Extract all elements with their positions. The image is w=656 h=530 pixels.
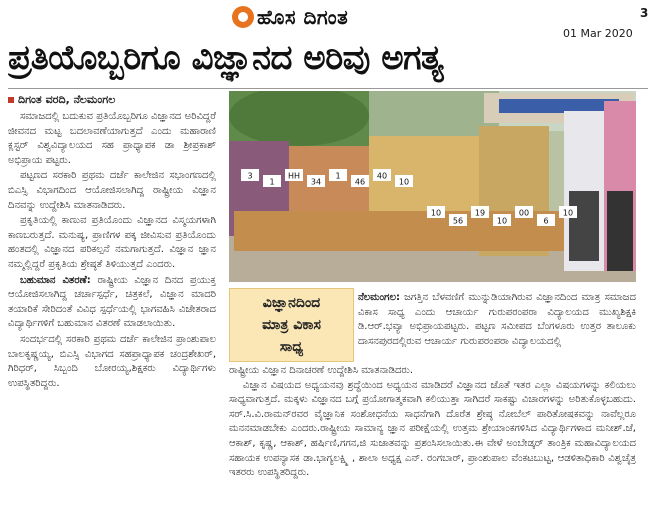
paragraph: ವಿಜ್ಞಾನ ವಿಷಯದ ಅಧ್ಯಯನವು ಶ್ರದ್ಧೆಯಿಂದ ಅಧ್ಯಯನ ಮಾಡಿದರೆ ವಿಜ್ಞಾನದ ಜೊತೆ ಇತರ ಎಲ್ಲಾ ವಿಷಯಗಳನ್ನು ಕಲಿಯಲು ಸಾಧ್ಯವಾಗುತ್ತದೆ. ಮಕ್ಕಳು ವಿಜ್ಞಾನದ ಬಗ್ಗೆ ಪ್ರಯೋಗಾತ್ಮಕವಾಗಿ ಕಲಿಯುತ್ತಾ ಸಾಗಿದರೆ ಸಾಕಷ್ಟು ವಿಚಾರಗಳನ್ನು ಅರಿತುಕೊಳ್ಳಬಹುದು. ಸರ್.ಸಿ.ವಿ.ರಾಮನ್‌ರವರ ವೈಜ್ಞಾನಿಕ ಸಂಶೋಧನೆಯ ಸಾಧನೆಗಾಗಿ ದೊರೆತ ಶ್ರೇಷ್ಠ ನೋಬೆಲ್ ಪಾರಿತೋಷಕವನ್ನು ನಾವೆಲ್ಲರೂ ಮನನಮಾಡಬೇಕು ಎಂದರು.ರಾಷ್ಟ್ರೀಯ ಸಾಮಾನ್ಯ ಜ್ಞಾನ ಪರೀಕ್ಷೆಯಲ್ಲಿ ಉತ್ತಮ ಶ್ರೇಯಾಂಕಗಳಿಸಿದ ವಿದ್ಯಾರ್ಥಿಗಳಾದ ಮನೀಶ್.ಜೆ, ಆಕಾಶ್, ಕೃಷ್ಣ, ಆಕಾಶ್, ಹರ್ಷಿಣಿ,ಗಗನ,ಜಿ ಸುಜಾತವನ್ನು ಪ್ರಶಂಸಿಸಲಾಯಿತು.ಈ ವೇಳೆ ಅಂಬೇಡ್ಕರ್ ತಾಂತ್ರಿಕ ಮಹಾವಿದ್ಯಾಲಯದ ಸಹಾಯಕ ಉಪನ್ಯಾಸಕ ಡಾ.ಭಾಗ್ಯಲಕ್ಷ್ಮಿ , ಶಾಲಾ ಅಧ್ಯಕ್ಷ ಎನ್. ರಂಗಬಾರ್, ಪ್ರಾಂಶುಪಾಲ ವೆಂಕಟಬುಟ್ಟ, ಆಡಳಿತಾಧಿಕಾರಿ ವಿಶ್ವಚೈತ್ರ ಇತರರು ಉಪಸ್ಥಿತರಿದ್ದರು. [229, 379, 636, 479]
logo-text: ಹೊಸ ದಿಗಂತ [257, 5, 349, 29]
pull-quote-box [229, 288, 354, 362]
sun-logo-icon [232, 6, 254, 28]
pull-quote-line: ವಿಜ್ಞಾನದಿಂದ [262, 295, 321, 311]
svg-text:10: 10 [496, 216, 508, 226]
right-article-column-bottom [229, 364, 636, 526]
bullet-icon [8, 97, 14, 103]
byline [8, 93, 115, 107]
svg-text:1: 1 [269, 177, 275, 187]
placard [493, 214, 511, 226]
pull-quote-line: ಮಾತ್ರ ವಿಕಾಸ [262, 317, 321, 333]
svg-text:40: 40 [376, 171, 388, 181]
placard [351, 175, 369, 187]
byline-text: ದಿಗಂತ ವರದಿ, ನೆಲಮಂಗಲ [18, 93, 116, 106]
svg-text:3: 3 [247, 171, 253, 181]
placard [307, 175, 325, 187]
paragraph: ಪ್ರಕೃತಿಯಲ್ಲಿ ಕಾಣುವ ಪ್ರತಿಯೊಂದು ವಿಜ್ಞಾನದ ವಿಸ್ಮಯಗಳಾಗಿ ಕಾಣಬರುತ್ತದೆ. ಮನುಷ್ಯ, ಪ್ರಾಣಿಗಳ ಪಕ್ಕ ಜೀವಿಸುವ ಪ್ರತಿಯೊಂದು ಹಂತದಲ್ಲಿ ವಿಜ್ಞಾನದ ಪರಿಕಲ್ಪನೆ ನಮಗಾಗುತ್ತದೆ. ವಿಜ್ಞಾನ ಜ್ಞಾನ ನಮ್ಮಲ್ಲಿದ್ದರೆ ಪ್ರಕೃತಿಯ ಶ್ರೇಷ್ಠತೆ ತಿಳಿಯುತ್ತದೆ ಎಂದರು. [8, 215, 216, 270]
newspaper-logo [232, 4, 348, 30]
placard [263, 175, 281, 187]
dateline: ನೆಲಮಂಗಲ: [358, 292, 400, 303]
paragraph-text: ರಾಷ್ಟ್ರೀಯ ವಿಜ್ಞಾನ ದಿನದ ಪ್ರಯುಕ್ತ ಆಯೋಜಿಸಲಾಗಿದ್ದ ಚರ್ಚಾಸ್ಪರ್ಧೆ, ಚಿತ್ರಕಲೆ, ವಿಜ್ಞಾನ ಮಾದರಿ ತಯಾರಿಕೆ ಸೇರಿದಂತೆ ವಿವಿಧ ಸ್ಪರ್ಧೆಯಲ್ಲಿ ಭಾಗವಹಿಸಿ ವಿಜೇತರಾದ ವಿದ್ಯಾರ್ಥಿಗಳಿಗೆ ಬಹುಮಾನ ವಿತರಣೆ ಮಾಡಲಾಯಿತು. [8, 274, 216, 330]
masthead [0, 0, 656, 40]
placard [427, 206, 445, 218]
svg-text:10: 10 [398, 177, 410, 187]
svg-text:00: 00 [518, 208, 530, 218]
svg-text:HH: HH [287, 171, 301, 181]
paragraph: ಸಂದರ್ಭದಲ್ಲಿ ಸರಕಾರಿ ಪ್ರಥಮ ದರ್ಜೆ ಕಾಲೇಜಿನ ಪ್ರಾಂಶುಪಾಲ ಬಾಲಕೃಷ್ಣಯ್ಯ, ಬಿಎಸ್ಸಿ ವಿಭಾಗದ ಸಹಪ್ರಾಧ್ಯಾಪಕ ಚಂದ್ರಶೇಖರ್, ಗಿರಿಧರ್, ಸಿಬ್ಬಂದಿ ಬೋರಯ್ಯ,ಶಿಕ್ಷಕರು ವಿದ್ಯಾರ್ಥಿಗಳು ಉಪಸ್ಥಿತರಿದ್ದರು. [8, 333, 216, 389]
page-number: 3 [640, 6, 649, 20]
placard [373, 169, 391, 181]
svg-text:10: 10 [562, 208, 574, 218]
placard [559, 206, 577, 218]
students-photo-graphic [229, 91, 636, 282]
right-article-column-top [358, 291, 636, 361]
svg-text:1: 1 [335, 171, 341, 181]
pull-quote-line: ಸಾಧ್ಯ [279, 339, 304, 355]
svg-text:19: 19 [474, 208, 486, 218]
subheading: ಬಹುಮಾನ ವಿತರಣೆ: [20, 274, 91, 286]
left-article-column [8, 110, 216, 525]
placard [285, 169, 303, 181]
placard [241, 169, 259, 181]
paragraph [358, 291, 636, 349]
placard [395, 175, 413, 187]
paragraph [8, 274, 216, 332]
headline: ಪ್ರತಿಯೊಬ್ಬರಿಗೂ ವಿಜ್ಞಾನದ ಅರಿವು ಅಗತ್ಯ [8, 38, 444, 78]
paragraph: ರಾಷ್ಟ್ರೀಯ ವಿಜ್ಞಾನ ದಿನಾಚರಣೆ ಉದ್ದೇಶಿಸಿ ಮಾತನಾಡಿದರು. [229, 365, 414, 376]
divider [8, 88, 648, 89]
issue-date: 01 Mar 2020 [563, 27, 633, 40]
paragraph-text: ಜಗತ್ತಿನ ಬೆಳವಣಿಗೆ ಮುನ್ನುಡಿಯಾಗಿರುವ ವಿಜ್ಞಾನದಿಂದ ಮಾತ್ರ ಸಮಾಜದ ವಿಕಾಸ ಸಾಧ್ಯ ಎಂದು ಆಚಾರ್ಯ ಗುರುಪರಂಪರಾ ವಿದ್ಯಾಲಯದ ಮುಖ್ಯಶಿಕ್ಷಕಿ ಡಿ.ಆರ್.ಭವ್ಯಾ ಅಭಿಪ್ರಾಯಪಟ್ಟರು. ಪಟ್ಟಣ ಸಮೀಪದ ಬೆಂಗಳೂರು ಉತ್ತರ ತಾಲೂಕು ದಾಸನಪುರದಲ್ಲಿರುವ ಆಚಾರ್ಯ ಗುರುಪರಂಪರಾ ವಿದ್ಯಾಲಯದಲ್ಲಿ [358, 292, 636, 347]
news-photo [229, 91, 636, 282]
paragraph: ಸಮಾಜದಲ್ಲಿ ಬದುಕುವ ಪ್ರತಿಯೊಬ್ಬರಿಗೂ ವಿಜ್ಞಾನದ ಅರಿವಿದ್ದರೆ ಜೀವನದ ಮಟ್ಟ ಬದಲಾವಣೆಯಾಗುತ್ತದೆ ಎಂದು ಮಹಾರಾಣಿ ಕ್ಲಸ್ಟರ್ ವಿಶ್ವವಿದ್ಯಾಲಯದ ಸಹ ಪ್ರಾಧ್ಯಾಪಕ ಡಾ ಶ್ರೀಪ್ರಕಾಶ್ ಅಭಿಪ್ರಾಯ ಪಟ್ಟರು. [8, 111, 216, 166]
placard [449, 214, 467, 226]
svg-text:10: 10 [430, 208, 442, 218]
placard [329, 169, 347, 181]
svg-text:6: 6 [543, 216, 549, 226]
svg-text:34: 34 [310, 177, 322, 187]
placard [537, 214, 555, 226]
paragraph: ಪಟ್ಟಣದ ಸರಕಾರಿ ಪ್ರಥಮ ದರ್ಜೆ ಕಾಲೇಜಿನ ಸಭಾಂಗಣದಲ್ಲಿ ಬಿಎಸ್ಸಿ ವಿಭಾಗದಿಂದ ಆಯೋಜಿಸಲಾಗಿದ್ದ ರಾಷ್ಟ್ರೀಯ ವಿಜ್ಞಾನ ದಿನವನ್ನು ಉದ್ದೇಶಿಸಿ ಮಾತನಾಡಿದರು. [8, 170, 216, 211]
placard [471, 206, 489, 218]
placard [515, 206, 533, 218]
svg-text:56: 56 [452, 216, 464, 226]
svg-text:46: 46 [354, 177, 366, 187]
